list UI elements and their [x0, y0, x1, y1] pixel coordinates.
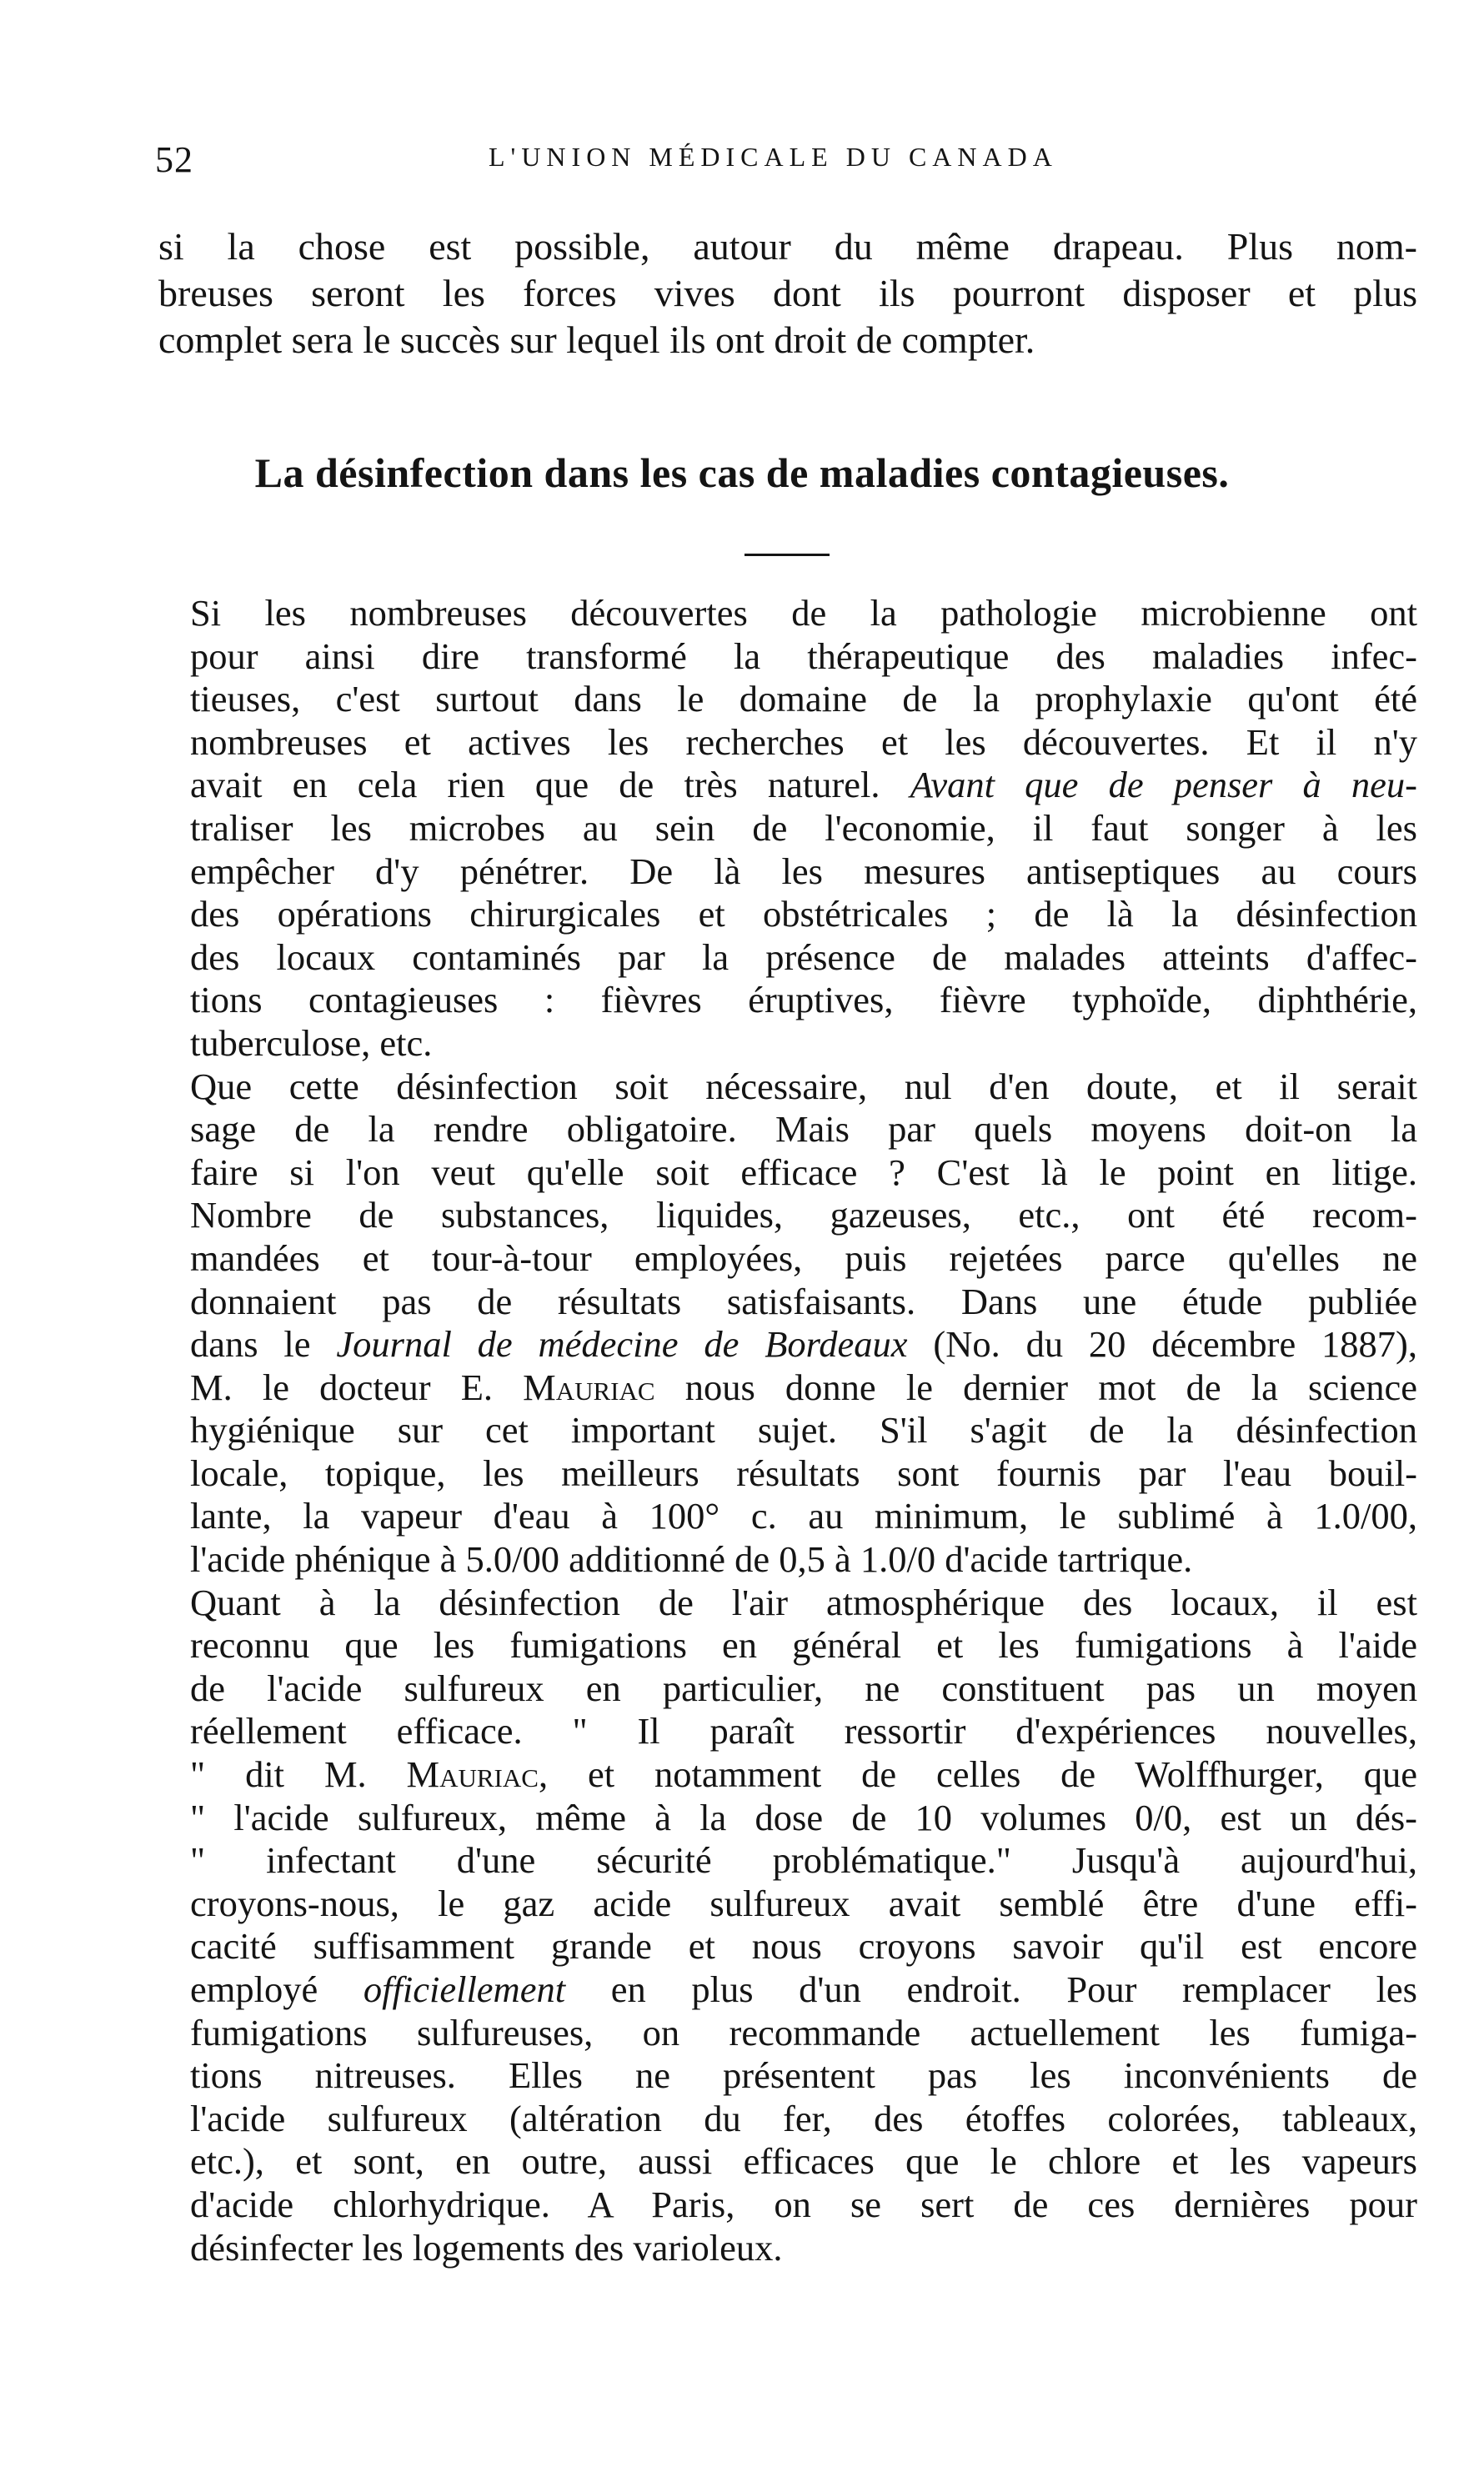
paragraph-2	[148, 1066, 1417, 1582]
text-line: croyons-nous, le gaz acide sulfureux avait semblé être d'une effi-	[190, 1882, 1417, 1924]
text-line: sage de la rendre obligatoire. Mais par quels moyens doit-on la	[190, 1108, 1417, 1151]
text-segment: avait en cela rien que de très naturel.	[190, 764, 910, 806]
article-title: La désinfection dans les cas de maladies contagieuses.	[254, 449, 1230, 496]
paragraph-3	[148, 1582, 1417, 2270]
text-line: traliser les microbes au sein de l'economie, il faut songer à les	[190, 806, 1417, 849]
text-line: l'acide phénique à 5.0/00 additionné de 0,5 à 1.0/0 d'acide tartrique.	[190, 1538, 1193, 1581]
author-name: Mauriac	[523, 1366, 655, 1408]
text-line: complet sera le succès sur lequel ils ont droit de compter.	[158, 318, 1035, 361]
italic-phrase: Avant que de penser à neu-	[910, 764, 1417, 806]
text-segment: dans le	[190, 1323, 337, 1366]
text-line: donnaient pas de résultats satisfaisants. Dans une étude publiée	[190, 1280, 1417, 1322]
intro-paragraph	[158, 223, 1417, 364]
text-line: " l'acide sulfureux, même à la dose de 10 volumes 0/0, est un dés-	[190, 1796, 1417, 1838]
text-line: " infectant d'une sécurité problématique." Jusqu'à aujourd'hui,	[190, 1839, 1417, 1882]
running-header	[155, 138, 1422, 185]
text-line: Nombre de substances, liquides, gazeuses, etc., ont été recom-	[190, 1194, 1417, 1236]
text-line: des opérations chirurgicales et obstétricales ; de là la désinfection	[190, 893, 1417, 935]
paragraph-1	[148, 592, 1417, 1066]
journal-citation: Journal de médecine de Bordeaux	[336, 1323, 908, 1366]
text-line: mandées et tour-à-tour employées, puis rejetées parce qu'elles ne	[190, 1236, 1417, 1279]
journal-title: L'UNION MÉDICALE DU CANADA	[489, 142, 1058, 172]
text-line: des locaux contaminés par la présence de malades atteints d'affec-	[190, 935, 1417, 978]
text-segment: nous donne le dernier mot de la science	[654, 1366, 1417, 1408]
text-segment: employé	[190, 1968, 363, 2010]
text-line	[148, 1366, 1417, 1410]
text-line: tieuses, c'est surtout dans le domaine de la prophylaxie qu'ont été	[190, 678, 1417, 720]
text-segment: " dit M.	[190, 1753, 407, 1796]
text-line: Quant à la désinfection de l'air atmosphérique des locaux, il est	[190, 1581, 1417, 1623]
section-divider	[745, 554, 830, 556]
page-number: 52	[155, 139, 193, 180]
text-line: Si les nombreuses découvertes de la pathologie microbienne ont	[190, 592, 1417, 634]
text-line: empêcher d'y pénétrer. De là les mesures antiseptiques au cours	[190, 850, 1417, 892]
text-line: tions contagieuses : fièvres éruptives, fièvre typhoïde, diphthérie,	[190, 979, 1417, 1021]
text-line: reconnu que les fumigations en général et les fumigations à l'aide	[190, 1624, 1417, 1667]
article-body	[148, 592, 1417, 2269]
text-line: breuses seront les forces vives dont ils pourront disposer et plus	[158, 272, 1417, 314]
text-line: nombreuses et actives les recherches et les découvertes. Et il n'y	[190, 720, 1417, 763]
text-line: d'acide chlorhydrique. A Paris, on se sert de ces dernières pour	[190, 2183, 1417, 2225]
text-line: désinfecter les logements des varioleux.	[190, 2226, 783, 2269]
text-line: réellement efficace. " Il paraît ressortir d'expériences nouvelles,	[190, 1710, 1417, 1752]
italic-word: officiellement	[363, 1968, 566, 2010]
text-line: l'acide sulfureux (altération du fer, des étoffes colorées, tableaux,	[190, 2097, 1417, 2139]
text-line: lante, la vapeur d'eau à 100° c. au minimum, le sublimé à 1.0/00,	[190, 1495, 1417, 1537]
text-line	[148, 1323, 1417, 1366]
text-line: faire si l'on veut qu'elle soit efficace ? C'est là le point en litige.	[190, 1151, 1417, 1193]
text-segment: (No. du 20 décembre 1887),	[907, 1323, 1417, 1366]
text-line	[148, 1968, 1417, 2012]
text-line: etc.), et sont, en outre, aussi efficaces que le chlore et les vapeurs	[190, 2140, 1417, 2183]
text-line: locale, topique, les meilleurs résultats sont fournis par l'eau bouil-	[190, 1452, 1417, 1494]
text-line: cacité suffisamment grande et nous croyons savoir qu'il est encore	[190, 1925, 1417, 1968]
author-name: Mauriac	[406, 1753, 539, 1796]
text-line: Que cette désinfection soit nécessaire, nul d'en doute, et il serait	[190, 1065, 1417, 1107]
text-segment: M. le docteur E.	[190, 1366, 524, 1408]
text-line: fumigations sulfureuses, on recommande actuellement les fumiga-	[190, 2011, 1417, 2053]
text-segment: en plus d'un endroit. Pour remplacer les	[565, 1968, 1417, 2010]
text-segment: , et notamment de celles de Wolffhurger, que	[538, 1753, 1417, 1796]
text-line: hygiénique sur cet important sujet. S'il s'agit de la désinfection	[190, 1409, 1417, 1452]
text-line: de l'acide sulfureux en particulier, ne constituent pas un moyen	[190, 1667, 1417, 1709]
text-line	[148, 1753, 1417, 1797]
text-line	[148, 764, 1417, 807]
text-line: si la chose est possible, autour du même drapeau. Plus nom-	[158, 225, 1417, 268]
text-line: tions nitreuses. Elles ne présentent pas les inconvénients de	[190, 2054, 1417, 2097]
text-line: tuberculose, etc.	[190, 1021, 433, 1064]
text-line: pour ainsi dire transformé la thérapeutique des maladies infec-	[190, 634, 1417, 677]
